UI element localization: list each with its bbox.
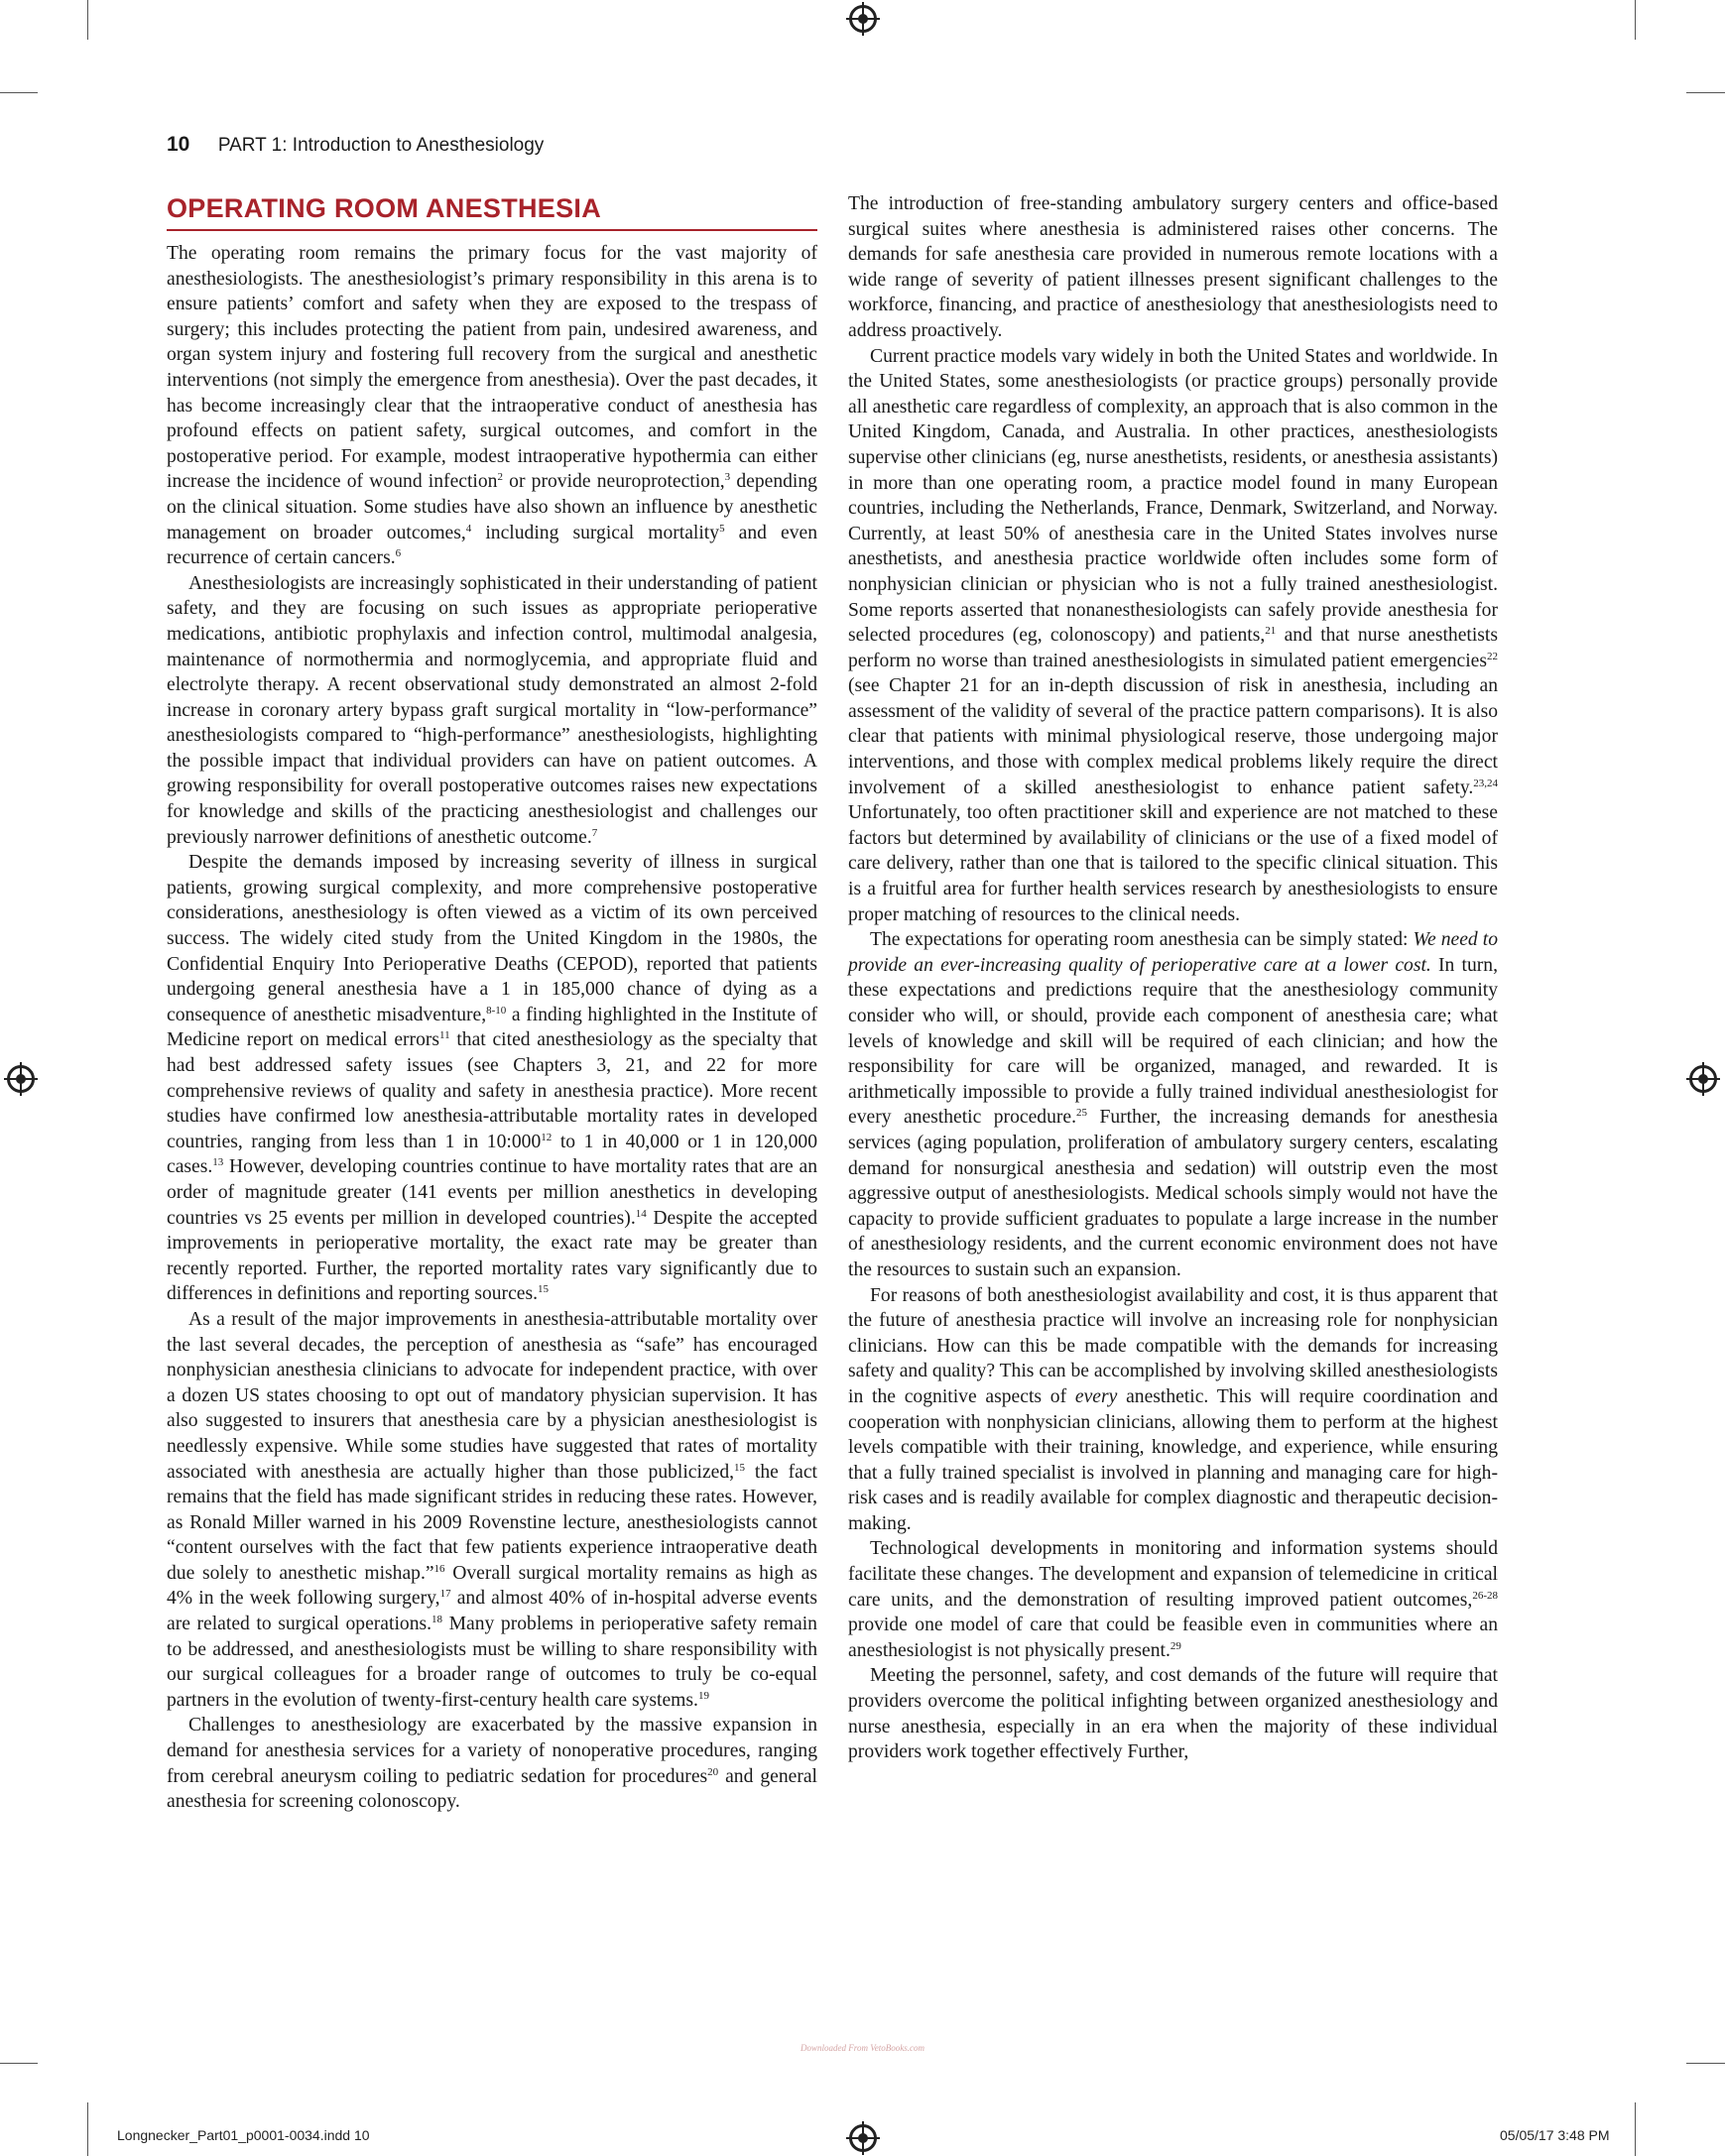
citation-superscript: 13 (212, 1156, 224, 1169)
crop-mark-top-left-h (0, 92, 38, 93)
paragraph-rest: anesthetic. This will require coordination and cooperation with nonphysician clinicians, allowing them to perform at the highest levels compatible with their training, knowledge, and experience, while ensuring that a fully trained specialist is involved in planning and managing care for high-risk cases and is readily available for complex diagnostic and therapeutic decision-making. (848, 1385, 1498, 1534)
paragraph: The introduction of free-standing ambulatory surgery centers and office-based surgical suites where anesthesia is administered raises other concerns. The demands for safe anesthesia care provided in numerous remote locations with a wide range of severity of patient illnesses present significant challenges to the workforce, financing, and practice of anesthesiology that anesthesiologists need to address proactively. (848, 193, 1498, 341)
citation-superscript: 14 (635, 1207, 647, 1220)
paragraph-rest: In turn, these expectations and predictions require that the anesthesiology community consider who will, or should, provide each component of anesthesia care; what levels of knowledge and skill will be required of each clinician; and how the responsibility for care will be organized, managed, and rewarded. It is arithmetically impossible to provide a fully trained individual anesthesiologist for every anesthetic procedure.$^{25}$ Further, the increasing demands for anesthesia services (aging population, proliferation of ambulatory surgery centers, escalating demand for nonsurgical anesthesia and sedation) will outstrip even the most aggressive output of anesthesiologists. Medical schools simply would not have the capacity to provide sufficient graduates to populate a large increase in the number of anesthesiology residents, and the current economic environment does not have the resources to sustain such an expansion. (848, 954, 1499, 1280)
citation-superscript: 5 (719, 522, 725, 535)
paragraph (848, 1283, 1498, 1537)
crop-mark-top-right-h (1686, 92, 1725, 93)
citation-superscript: 4 (465, 522, 472, 535)
paragraph: As a result of the major improvements in anesthesia-attributable mortality over the last several decades, the perception of anesthesia as “safe” has encouraged nonphysician anesthesia clinicians to advocate for independent practice, with over a dozen US states choosing to opt out of mandatory physician supervision. It has also suggested to insurers that anesthesia care by a physician anesthesiologist is needlessly expensive. While some studies have suggested that rates of mortality associated with anesthesia are actually higher than those publicized,$^{15}$ the fact remains that the field has made significant strides in reducing these rates. However, as Ronald Miller warned in his 2009 Rovenstine lecture, anesthesiologists cannot “content ourselves with the fact that few patients experience intraoperative death due solely to anesthetic mishap.”$^{16}$ Overall surgical mortality remains as high as 4% in the week following surgery,$^{17}$ and almost 40% of in-hospital adverse events are related to surgical operations.$^{18}$ Many problems in perioperative safety remain to be addressed, and anesthesiologists must be willing to share responsibility with our surgical colleagues for a broader range of outcomes to truly be co-equal partners in the evolution of twenty-first-century health care systems.$^{19}$ (167, 1308, 818, 1711)
paragraph-lead: The expectations for operating room anesthesia can be simply stated: (870, 929, 1414, 951)
citation-superscript: 15 (734, 1461, 746, 1474)
citation-superscript: 11 (439, 1029, 450, 1042)
citation-superscript: 16 (433, 1562, 445, 1575)
registration-mark-right (1689, 1065, 1717, 1093)
citation-superscript: 23,24 (1473, 777, 1498, 789)
citation-superscript: 26-28 (1472, 1589, 1498, 1602)
citation-superscript: 20 (707, 1765, 719, 1778)
paragraph: Technological developments in monitoring and information systems should facilitate these changes. The development and expansion of telemedicine in critical care units, and the demonstration of resulting improved patient outcomes,$^{26-28}$ provide one model of care that could be feasible even in communities where an anesthesiologist is not physically present.$^{29}$ (848, 1538, 1498, 1661)
slug-filename: Longnecker_Part01_p0001-0034.indd 10 (117, 2127, 370, 2143)
part-title: PART 1: Introduction to Anesthesiology (217, 135, 545, 156)
citation-superscript: 29 (1170, 1639, 1181, 1652)
citation-superscript: 18 (431, 1614, 443, 1626)
crop-mark-bottom-left-h (0, 2063, 38, 2064)
crop-mark-bottom-right (1635, 2102, 1636, 2156)
paragraph: The operating room remains the primary focus for the vast majority of anesthesiologists. The anesthesiologist’s primary responsibility in this arena is to ensure patients’ comfort and safety when they are exposed to the trespass of surgery; this includes protecting the patient from pain, undesired awareness, and organ system injury and fostering full recovery from the surgical and anesthetic interventions (not simply the emergence from anesthesia). Over the past decades, it has become increasingly clear that the intraoperative conduct of anesthesia has profound effects on patient safety, surgical outcomes, and comfort in the postoperative period. For example, modest intraoperative hypothermia can either increase the incidence of wound infection$^2$ or provide neuroprotection,$^3$ depending on the clinical situation. Some studies have also shown an influence by anesthetic management on broader outcomes,$^4$ including surgical mortality$^5$ and even recurrence of certain cancers.$^6$ (167, 243, 818, 569)
citation-superscript: 15 (537, 1283, 549, 1296)
citation-superscript: 19 (697, 1689, 709, 1702)
paragraph: Despite the demands imposed by increasing severity of illness in surgical patients, growing surgical complexity, and more comprehensive postoperative considerations, anesthesiology is often viewed as a victim of its own perceived success. The widely cited study from the United Kingdom in the 1980s, the Confidential Enquiry Into Perioperative Deaths (CEPOD), reported that patients undergoing general anesthesia have a 1 in 185,000 chance of dying as a consequence of anesthetic misadventure,$^{8-10}$ a finding highlighted in the Institute of Medicine report on medical errors$^{11}$ that cited anesthesiology as the specialty that had best addressed safety issues (see Chapters 3, 21, and 22 for more comprehensive reviews of quality and safety in anesthesia practice). More recent studies have confirmed low anesthesia-attributable mortality rates in developed countries, ranging from less than 1 in $10:000^{12}$ to 1 in 40,000 or 1 in 120,000 cases.$^{13}$ However, developing countries continue to have mortality rates that are an order of magnitude greater (141 events per million anesthetics in developing countries vs 25 events per million in developed countries).$^{14}$ Despite the accepted improvements in perioperative mortality, the exact rate may be greater than recently reported. Further, the reported mortality rates vary significantly due to differences in definitions and reporting sources.$^{15}$ (167, 852, 818, 1305)
citation-superscript: 21 (1265, 625, 1277, 638)
registration-mark-left (7, 1065, 35, 1093)
citation-superscript: 17 (439, 1588, 451, 1601)
crop-mark-bottom-right-h (1686, 2063, 1725, 2064)
emphasis: every (1074, 1385, 1118, 1407)
citation-superscript: 8-10 (486, 1004, 507, 1017)
paragraph: Challenges to anesthesiology are exacerbated by the massive expansion in demand for anesthesia services for a variety of nonoperative procedures, ranging from cerebral aneurysm coiling to pediatric sedation for procedures$^{20}$ and general anesthesia for screening colonoscopy. (167, 1715, 817, 1813)
left-column (167, 191, 817, 1815)
crop-mark-top-left (87, 0, 88, 40)
emphasis: We need to provide an ever-increasing quality of perioperative care at a lower cost. (848, 929, 1498, 976)
crop-mark-bottom-left (87, 2102, 88, 2156)
paragraph: Meeting the personnel, safety, and cost demands of the future will require that providers overcome the political infighting between organized anesthesiology and nurse anesthesia, especially in an era when the majority of these individual providers work together effectively Further, (848, 1665, 1498, 1763)
citation-superscript: 2 (497, 471, 503, 484)
citation-superscript: 3 (724, 471, 731, 484)
crop-mark-top-right (1635, 0, 1636, 40)
running-head (167, 133, 544, 157)
paragraph: Current practice models vary widely in both the United States and worldwide. In the United States, some anesthesiologists (or practice groups) personally provide all anesthetic care regardless of complexity, an approach that is also common in the United Kingdom, Canada, and Australia. In other practices, anesthesiologists supervise other clinicians (eg, nurse anesthetists, residents, or anesthesia assistants) in more than one operating room, a practice model found in many European countries, including the Netherlands, France, Denmark, Switzerland, and Norway. Currently, at least 50% of anesthesia care in the United States involves nurse anesthetists, and anesthesia practice worldwide often includes some form of nonphysician clinician or physician who is not a fully trained anesthesiologist. Some reports asserted that nonanesthesiologists can safely provide anesthesia for selected procedures (eg, colonoscopy) and patients,$^{21}$ and that nurse anesthetists perform no worse than trained anesthesiologists in simulated patient emergencies$^{22}$ (see Chapter 21 for an in-depth discussion of risk in anesthesia, including an assessment of the validity of several of the practice pattern comparisons). It is also clear that patients with minimal physiological reserve, those undergoing major interventions, and those with complex medical problems likely require the direct involvement of a skilled anesthesiologist to enhance patient safety.$^{23,24}$ Unfortunately, too often practitioner skill and experience are not matched to these factors but determined by availability of clinicians or the use of a fixed model of care delivery, rather than one that is tailored to the specific clinical situation. This is a fruitful area for further health services research by anesthesiologists to ensure proper matching of resources to the clinical needs. (848, 345, 1498, 925)
paragraph: Anesthesiologists are increasingly sophisticated in their understanding of patient safety, and they are focusing on such issues as appropriate perioperative medications, antibiotic prophylaxis and infection control, multimodal analgesia, maintenance of normothermia and normoglycemia, and appropriate fluid and electrolyte therapy. A recent observational study demonstrated an almost 2-fold increase in coronary artery bypass graft surgical mortality in “low-performance” anesthesiologists compared to “high-performance” anesthesiologists, highlighting the possible impact that individual providers can have on patient outcomes. A growing responsibility for overall postoperative outcomes raises new expectations for knowledge and skills of the practicing anesthesiologist and challenges our previously narrower definitions of anesthetic outcome.$^7$ (167, 572, 817, 848)
citation-superscript: 12 (541, 1131, 553, 1143)
section-title: OPERATING ROOM ANESTHESIA (167, 191, 817, 231)
citation-superscript: 7 (591, 826, 598, 839)
registration-mark-bottom (849, 2124, 877, 2152)
citation-superscript: 6 (395, 547, 402, 560)
citation-superscript: 25 (1076, 1107, 1087, 1120)
page-number: 10 (167, 133, 190, 156)
right-column (848, 191, 1498, 1765)
download-watermark: Downloaded From VetoBooks.com (801, 2043, 924, 2053)
registration-mark-top (849, 5, 877, 33)
paragraph-lead: For reasons of both anesthesiologist availability and cost, it is thus apparent that the future of anesthesia practice will involve an increasing role for nonphysician clinicians. How can this be made compatible with the demands for increasing safety and quality? This can be accomplished by involving skilled anesthesiologists in the cognitive aspects of (848, 1284, 1498, 1407)
paragraph (848, 927, 1498, 1282)
slug-date: 05/05/17 3:48 PM (1500, 2127, 1610, 2143)
citation-superscript: 22 (1487, 650, 1498, 662)
